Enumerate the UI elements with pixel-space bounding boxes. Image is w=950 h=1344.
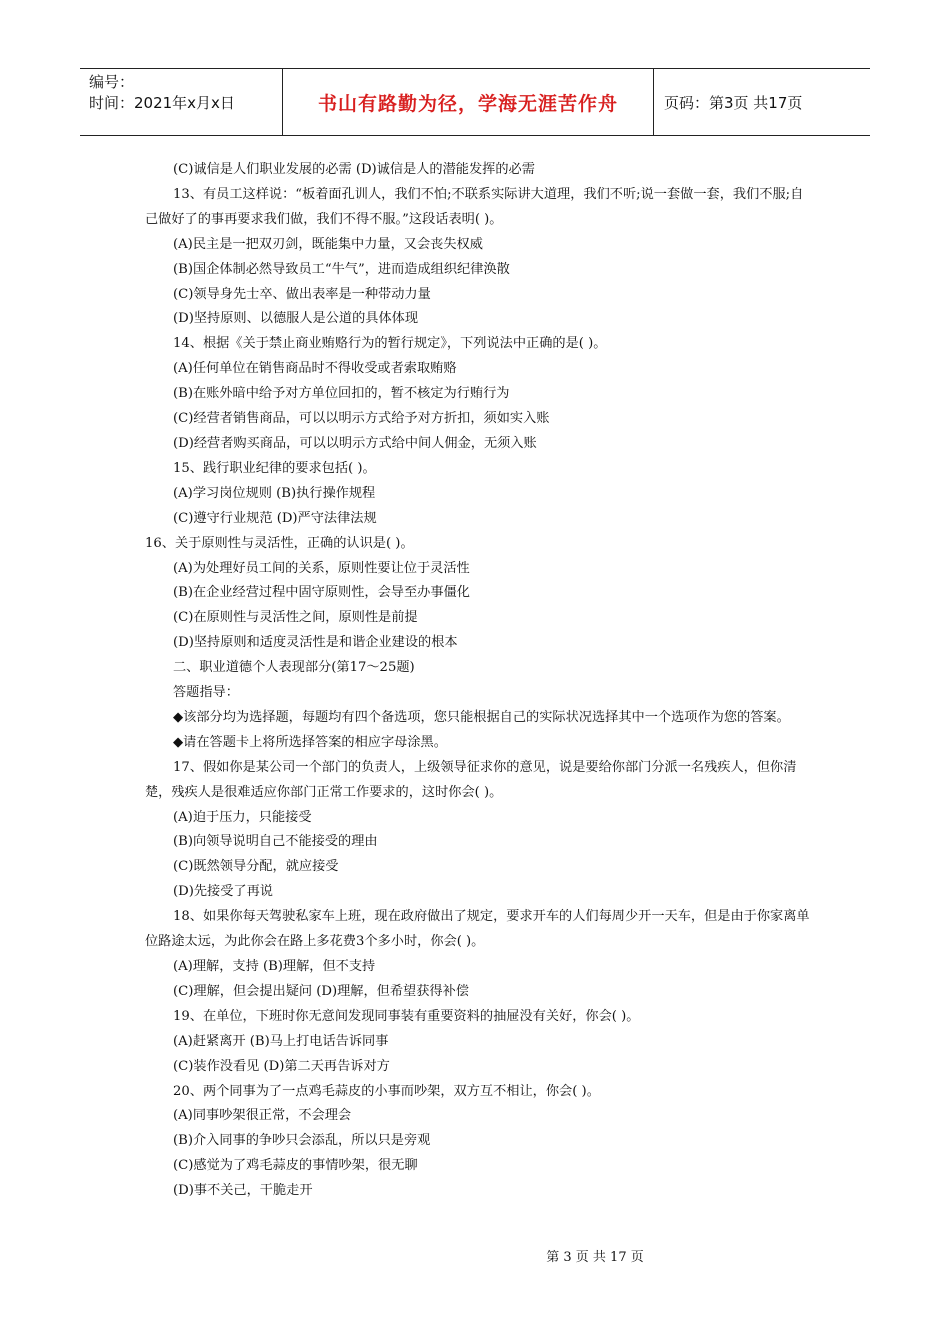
option-line: (A)理解，支持 (B)理解，但不支持 — [173, 959, 376, 974]
serial-label: 编号： — [89, 73, 135, 91]
question-16: 16、关于原则性与灵活性，正确的认识是( )。 — [145, 535, 414, 551]
question-19: 19、在单位，下班时你无意间发现同事装有重要资料的抽屉没有关好，你会( )。 — [173, 1008, 640, 1024]
option-line: (C)领导身先士卒、做出表率是一种带动力量 — [173, 286, 431, 302]
option-line: (B)国企体制必然导致员工“牛气”，进而造成组织纪律涣散 — [173, 261, 510, 277]
option-line: (C)装作没看见 (D)第二天再告诉对方 — [173, 1058, 390, 1074]
option-line: (D)先接受了再说 — [173, 884, 273, 900]
text-line: (C)诚信是人们职业发展的必需 (D)诚信是人的潜能发挥的必需 — [173, 162, 535, 177]
option-line: (A)任何单位在销售商品时不得收受或者索取贿赂 — [173, 361, 457, 377]
option-line: (C)遵守行业规范 (D)严守法律法规 — [173, 510, 377, 526]
option-line: (A)为处理好员工间的关系，原则性要让位于灵活性 — [173, 560, 470, 576]
header-motto: 书山有路勤为径，学海无涯苦作舟 — [283, 69, 654, 135]
option-line: (B)在企业经营过程中固守原则性，会导至办事僵化 — [173, 585, 470, 601]
question-14: 14、根据《关于禁止商业贿赂行为的暂行规定》，下列说法中正确的是( )。 — [173, 336, 607, 352]
time-label: 时间：2021年x月x日 — [89, 94, 235, 112]
option-line: (C)在原则性与灵活性之间，原则性是前提 — [173, 610, 418, 626]
instruction-line: ◆请在答题卡上将所选择答案的相应字母涂黑。 — [173, 734, 447, 750]
option-line: (A)赶紧离开 (B)马上打电话告诉同事 — [173, 1033, 389, 1049]
option-line: (A)学习岗位规则 (B)执行操作规程 — [173, 485, 376, 501]
question-13: 13、有员工这样说：“板着面孔训人，我们不怕;不联系实际讲大道理，我们不听;说一套做一套，我们不服;自己做好了的事再要求我们做，我们不得不服。”这段话表明( )。 — [145, 186, 804, 227]
option-line: (C)理解，但会提出疑问 (D)理解，但希望获得补偿 — [173, 983, 469, 999]
document-body — [145, 158, 810, 1204]
question-17: 17、假如你是某公司一个部门的负责人，上级领导征求你的意见，说是要给你部门分派一名残疾人，但你清楚，残疾人是很难适应你部门正常工作要求的，这时你会( )。 — [145, 759, 797, 800]
option-line: (D)坚持原则和适度灵活性是和谐企业建设的根本 — [173, 635, 458, 651]
section-heading: 二、职业道德个人表现部分(第17～25题) — [173, 660, 415, 676]
option-line: (C)经营者销售商品，可以以明示方式给予对方折扣，须如实入账 — [173, 411, 550, 427]
option-line: (A)同事吵架很正常，不会理会 — [173, 1108, 352, 1124]
option-line: (B)向领导说明自己不能接受的理由 — [173, 834, 378, 850]
question-15: 15、践行职业纪律的要求包括( )。 — [173, 460, 376, 476]
question-20: 20、两个同事为了一点鸡毛蒜皮的小事而吵架，双方互不相让，你会( )。 — [173, 1083, 600, 1099]
option-line: (A)迫于压力，只能接受 — [173, 809, 312, 825]
option-line: (D)事不关己，干脆走开 — [173, 1183, 313, 1199]
option-line: (B)在账外暗中给予对方单位回扣的，暂不核定为行贿行为 — [173, 386, 510, 402]
option-line: (D)经营者购买商品，可以以明示方式给中间人佣金，无须入账 — [173, 435, 537, 451]
header-left-cell — [80, 69, 283, 135]
option-line: (C)既然领导分配，就应接受 — [173, 859, 339, 875]
option-line: (B)介入同事的争吵只会添乱，所以只是旁观 — [173, 1133, 431, 1149]
page-footer: 第 3 页 共 17 页 — [546, 1250, 644, 1265]
header-page-info: 页码：第3页 共17页 — [664, 93, 803, 112]
option-line: (C)感觉为了鸡毛蒜皮的事情吵架，很无聊 — [173, 1158, 418, 1174]
page-header — [80, 68, 870, 136]
option-line: (A)民主是一把双刃剑，既能集中力量，又会丧失权威 — [173, 236, 483, 252]
option-line: (D)坚持原则、以德服人是公道的具体体现 — [173, 311, 419, 327]
instruction-line: ◆该部分均为选择题，每题均有四个备选项，您只能根据自己的实际状况选择其中一个选项作为您的答案。 — [173, 709, 790, 725]
instruction-title: 答题指导： — [173, 685, 239, 701]
question-18: 18、如果你每天驾驶私家车上班，现在政府做出了规定，要求开车的人们每周少开一天车，但是由于你家离单位路途太远，为此你会在路上多花费3个多小时，你会( )。 — [145, 909, 810, 950]
